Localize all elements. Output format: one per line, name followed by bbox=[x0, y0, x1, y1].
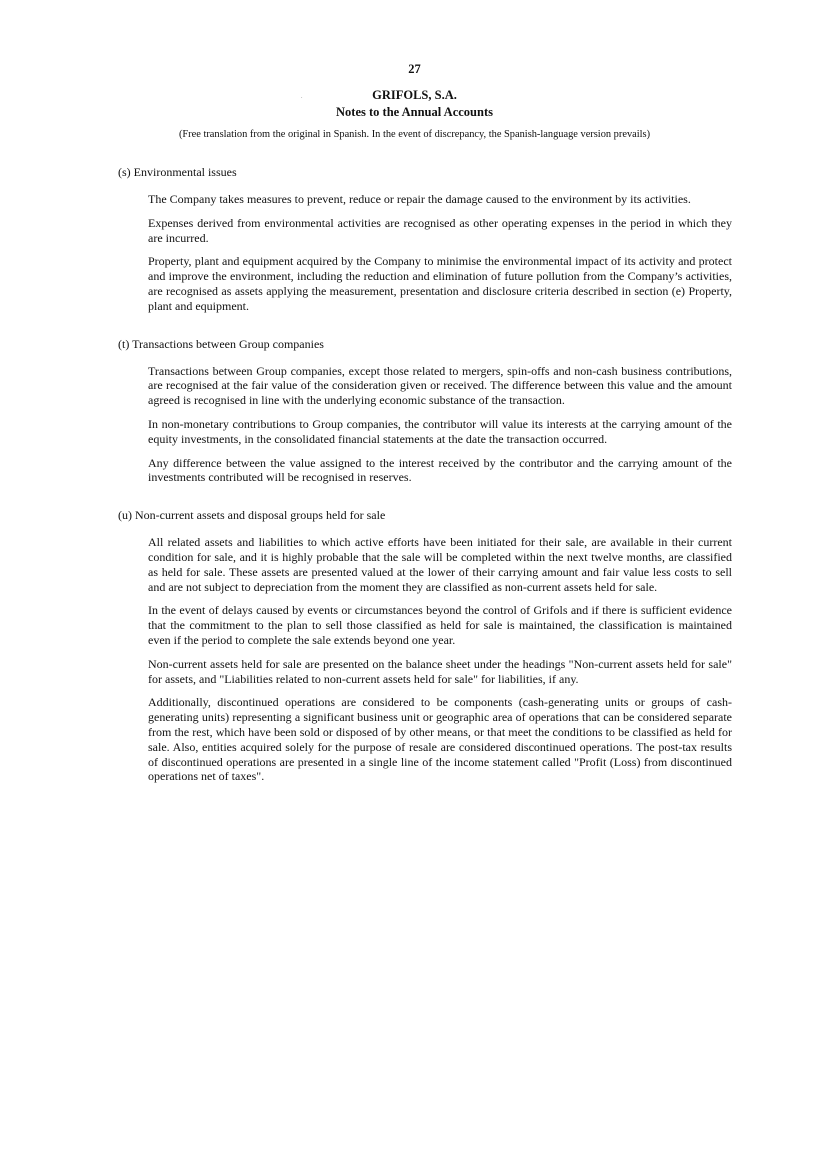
paragraph: In non-monetary contributions to Group companies, the contributor will value its interests at the carrying amount of the equity investments, in the consolidated financial statements at the date the transaction occurred. bbox=[148, 416, 732, 446]
section-heading: (s) Environmental issues bbox=[118, 165, 237, 179]
paragraph: Property, plant and equipment acquired by the Company to minimise the environmental impact of its activity and protect and improve the environment, including the reduction and elimination of future pollution from the Company’s activities, are recognised as assets applying the measurement, presentation and disclosure criteria described in section (e) Property, plant and equipment. bbox=[148, 254, 732, 313]
section-environmental-issues bbox=[118, 165, 732, 314]
paragraph: Any difference between the value assigned to the interest received by the contributor and the carrying amount of the investments contributed will be recognised in reserves. bbox=[148, 455, 732, 485]
section-group-transactions bbox=[118, 337, 732, 486]
paragraph: Transactions between Group companies, except those related to mergers, spin-offs and non-cash business contributions, are recognised at the fair value of the consideration given or received. The difference between this value and the amount agreed is recognised in line with the underlying economic substance of the transaction. bbox=[148, 363, 732, 408]
page-number: 27 bbox=[408, 62, 421, 76]
translation-note: (Free translation from the original in Spanish. In the event of discrepancy, the Spanish-language version prevails) bbox=[178, 129, 651, 140]
paragraph: Expenses derived from environmental activities are recognised as other operating expenses in the period in which they are incurred. bbox=[148, 215, 732, 245]
paragraph: Non-current assets held for sale are presented on the balance sheet under the headings "Non-current assets held for sale" for assets, and "Liabilities related to non-current assets held for sale" for liabilities, if any. bbox=[148, 656, 732, 686]
stray-dot: . bbox=[301, 94, 303, 100]
section-heading: (u) Non-current assets and disposal groups held for sale bbox=[118, 508, 386, 523]
paragraph: All related assets and liabilities to which active efforts have been initiated for their sale, are available in their current condition for sale, and it is highly probable that the sale will be completed within the next twelve months, are classified as held for sale. These assets are presented valued at the lower of their carrying amount and fair value less costs to sell and are not subject to depreciation from the moment they are classified as non-current assets held for sale. bbox=[148, 535, 732, 594]
document-subtitle: Notes to the Annual Accounts bbox=[336, 105, 493, 119]
paragraph: In the event of delays caused by events or circumstances beyond the control of Grifols and if there is sufficient evidence that the commitment to the plan to sell those classified as held for sale is maintained, the classification is maintained even if the period to complete the sale extends beyond one year. bbox=[148, 603, 732, 647]
paragraph: The Company takes measures to prevent, reduce or repair the damage caused to the environment by its activities. bbox=[148, 192, 691, 206]
section-assets-held-for-sale bbox=[118, 508, 732, 784]
company-name: GRIFOLS, S.A. bbox=[372, 88, 457, 102]
paragraph: Additionally, discontinued operations are considered to be components (cash-generating units or groups of cash-generating units) representing a significant business unit or geographic area of operations that can be considered separate from the rest, which have been sold or disposed of by other means, or that meet the conditions to be classified as held for sale. Also, entities acquired solely for the purpose of resale are considered discontinued operations. The post-tax results of discontinued operations are presented in a single line of the income statement called "Profit (Loss) from discontinued operations net of taxes". bbox=[148, 695, 732, 784]
notes-content bbox=[118, 165, 732, 807]
section-heading: (t) Transactions between Group companies bbox=[118, 336, 324, 351]
